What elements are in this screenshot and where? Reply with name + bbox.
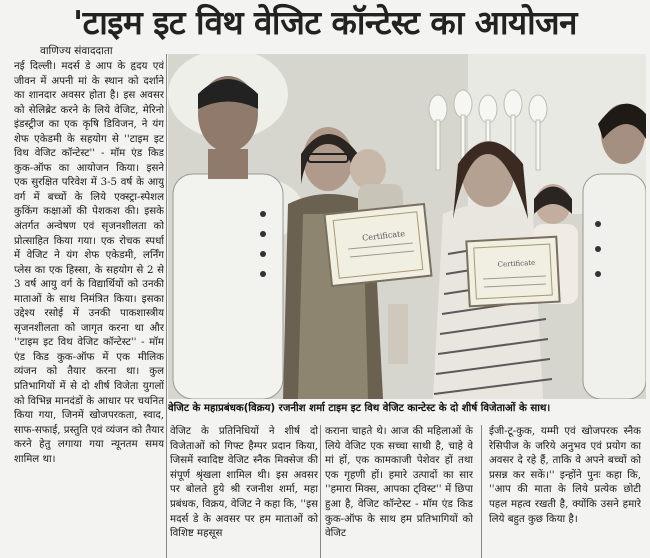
- byline: वाणिज्य संवाददाता: [40, 45, 113, 57]
- article-bottom-column-2: [325, 425, 473, 558]
- headline: 'टाइम इट विथ वेजिट कॉन्टेस्ट का आयोजन: [73, 3, 577, 42]
- column-divider: [481, 425, 482, 558]
- article-paragraph: ईजी-टू-कुक, यम्मी एवं खोजपरक स्नैक रेसिपीज के जरिये अनुभव एवं प्रयोग का अवसर दे रहे हैं, ताकि वे अपने बच्चों को प्रसन्न कर सकें।'' इन्होंने पुनः कहा कि, ''आप की माता के लिये प्रत्येक छोटी पहल महत्व रखती है, क्योंकि उसने हमारे लिये बहुत कुछ किया है।: [489, 426, 641, 525]
- news-photo: [168, 54, 646, 399]
- photo-caption: वेजिट के महाप्रबंधक(विक्रय) रजनीश शर्मा टाइम इट विथ वेजिट कान्टेस्ट के दो शीर्ष विजेताओं के साथ।: [168, 403, 551, 414]
- certificate-two: [466, 237, 559, 307]
- column-divider: [320, 425, 321, 558]
- column-divider: [166, 54, 167, 558]
- article-paragraph: वेजिट के प्रतिनिधियों ने शीर्ष दो विजेताओं को गिफ्ट हैम्पर प्रदान किया, जिसमें स्वादिष्ट वेजिट स्नैक मिक्सेज की संपूर्ण श्रृंखला शामिल थी। इस अवसर पर बोलते हुये श्री रजनीश शर्मा, महा प्रबंधक, विक्रय, वेजिट ने कहा कि, ''इस मदर्स डे के अवसर पर हम माताओं को विशिष्ट महसूस: [170, 426, 318, 540]
- certificate-one: [325, 204, 432, 286]
- photo-illustration: [168, 54, 646, 399]
- certificate-two-title: Certificate: [497, 258, 536, 269]
- article-bottom-column-3: [489, 425, 641, 558]
- article-left-column: [14, 60, 164, 467]
- certificate-one-title: Certificate: [361, 229, 406, 243]
- article-paragraph: नई दिल्ली। मदर्स डे आप के हृदय एवं जीवन में अपनी मां के स्थान को दर्शाने का शानदार अवसर होता है। इस अवसर को सेलिब्रेट करने के लिये वेजिट, मेरिनो इंडस्ट्रीज का एक कृषि डिविजन, ने यंग शेफ एकेडमी के सहयोग से ''टाइम इट विथ वेजिट कॉन्टेस्ट'' - मॉम एंड किड कुक-ऑफ का आयोजन किया। इसने एक सुरक्षित परिवेश में 3-5 वर्ष के आयु वर्ग में बच्चों के लिये एक्स्ट्रा-स्पेशल कुकिंग कक्षाओं की पेशकश की। इसके अंतर्गत अन्वेषण एवं सृजनशीलता को प्रोत्साहित किया गया। एक रोचक स्पर्धा में वेजिट ने यंग शेफ एकेडमी, लर्निंग प्लेस का एक हिस्सा, के सहयोग से 2 से 3 वर्ष आयु वर्ग के विद्यार्थियों को उनकी माताओं के साथ निमंत्रित किया। इसका उद्देश्य रसोई में उनकी पाकशास्त्रीय सृजनशीलता को जागृत करना था और ''टाइम इट विथ वेजिट कॉन्टेस्ट'' - मॉम एंड किड कुक-ऑफ में एक मीलिक व्यंजन को तैयार करना था। कुल प्रतिभागियों में से दो शीर्ष विजेता युगलों को विभिन्न मानदंडों के आधार पर चयनित किया गया, जिनमें खोजपरकता, स्वाद, साफ-सफाई, प्रस्तुति एवं व्यंजन को तैयार करने हेतु लगाया गया न्यूनतम समय शामिल था।: [14, 61, 164, 465]
- article-bottom-column-1: [170, 425, 318, 558]
- article-paragraph: कराना चाहते थे। आज की महिलाओं के लिये वेजिट एक सच्चा साथी है, चाहे वे मां हों, एक कामकाजी पेशेवर हों तथा एक गृहणी हों। हमारे उत्पादों का सार ''हमारा मिक्स, आपका ट्विस्ट'' में छिपा हुआ है, वेजिट कॉन्टेस्ट - मॉम एंड किड कुक-ऑफ के साथ हम प्रतिभागियों को वेजिट: [325, 426, 473, 540]
